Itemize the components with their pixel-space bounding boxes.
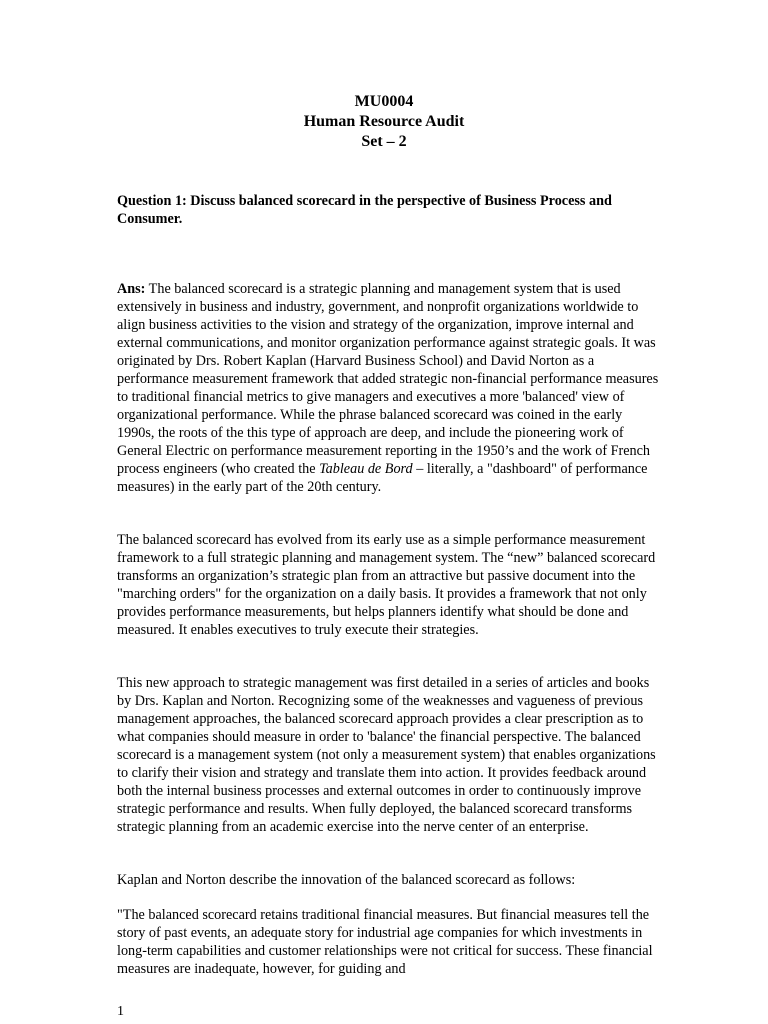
answer-paragraph-3: This new approach to strategic management was first detailed in a series of articles and books by Drs. Kaplan and Norton. Recognizing some of the weaknesses and vagueness of previous management approaches, the balanced scorecard approach provides a clear prescription as to what companies should measure in order to 'balance' the financial perspective. The balanced scorecard is a management system (not only a measurement system) that enables organizations to clarify their vision and strategy and translate them into action. It provides feedback around both the internal business processes and external outcomes in order to continuously improve strategic performance and results. When fully deployed, the balanced scorecard transforms strategic planning from an academic exercise into the nerve center of an enterprise. bbox=[117, 675, 656, 835]
page-number: 1 bbox=[117, 1004, 124, 1019]
set-label: Set – 2 bbox=[361, 133, 407, 150]
answer-paragraph-1 bbox=[117, 280, 662, 496]
answer-paragraph-1-intro: The balanced scorecard is a strategic planning and management system that is used extensively in business and industry, government, and nonprofit organizations worldwide to align business activities to the vision and strategy of the organization, improve internal and external communications, and monitor organization performance against strategic goals. It was originated by Drs. Robert Kaplan (Harvard Business School) and David Norton as a performance measurement framework that added strategic non-financial performance measures to traditional financial metrics to give managers and executives a more 'balanced' view of organizational performance. While the phrase balanced scorecard was coined in the early 1990s, the roots of the this type of approach are deep, and include the pioneering work of General Electric on performance measurement reporting in the 1950’s and the work of French process engineers (who created the bbox=[117, 281, 659, 477]
answer-paragraph-5: "The balanced scorecard retains traditional financial measures. But financial measures tell the story of past events, an adequate story for industrial age companies for which investments in long-term capabilities and customer relationships were not critical for success. These financial measures are inadequate, however, for guiding and bbox=[117, 907, 653, 977]
answer-paragraph-1-end: – literally, a "dashboard" of performance measures) in the early part of the 20th century. bbox=[117, 461, 648, 495]
question-heading: Question 1: Discuss balanced scorecard in the perspective of Business Process and Consumer. bbox=[117, 193, 612, 227]
answer-label: Ans: bbox=[117, 281, 146, 297]
answer-paragraph-2: The balanced scorecard has evolved from its early use as a simple performance measurement framework to a full strategic planning and management system. The “new” balanced scorecard transforms an organization’s strategic plan from an attractive but passive document into the "marching orders" for the organization on a daily basis. It provides a framework that not only provides performance measurements, but helps planners identify what should be done and measured. It enables executives to truly execute their strategies. bbox=[117, 532, 656, 638]
course-title: Human Resource Audit bbox=[303, 113, 465, 130]
course-code: MU0004 bbox=[354, 93, 414, 110]
answer-paragraph-1-italic: Tableau de Bord bbox=[319, 461, 413, 477]
answer-paragraph-4: Kaplan and Norton describe the innovation of the balanced scorecard as follows: bbox=[117, 872, 576, 888]
document-title-block bbox=[0, 92, 768, 152]
